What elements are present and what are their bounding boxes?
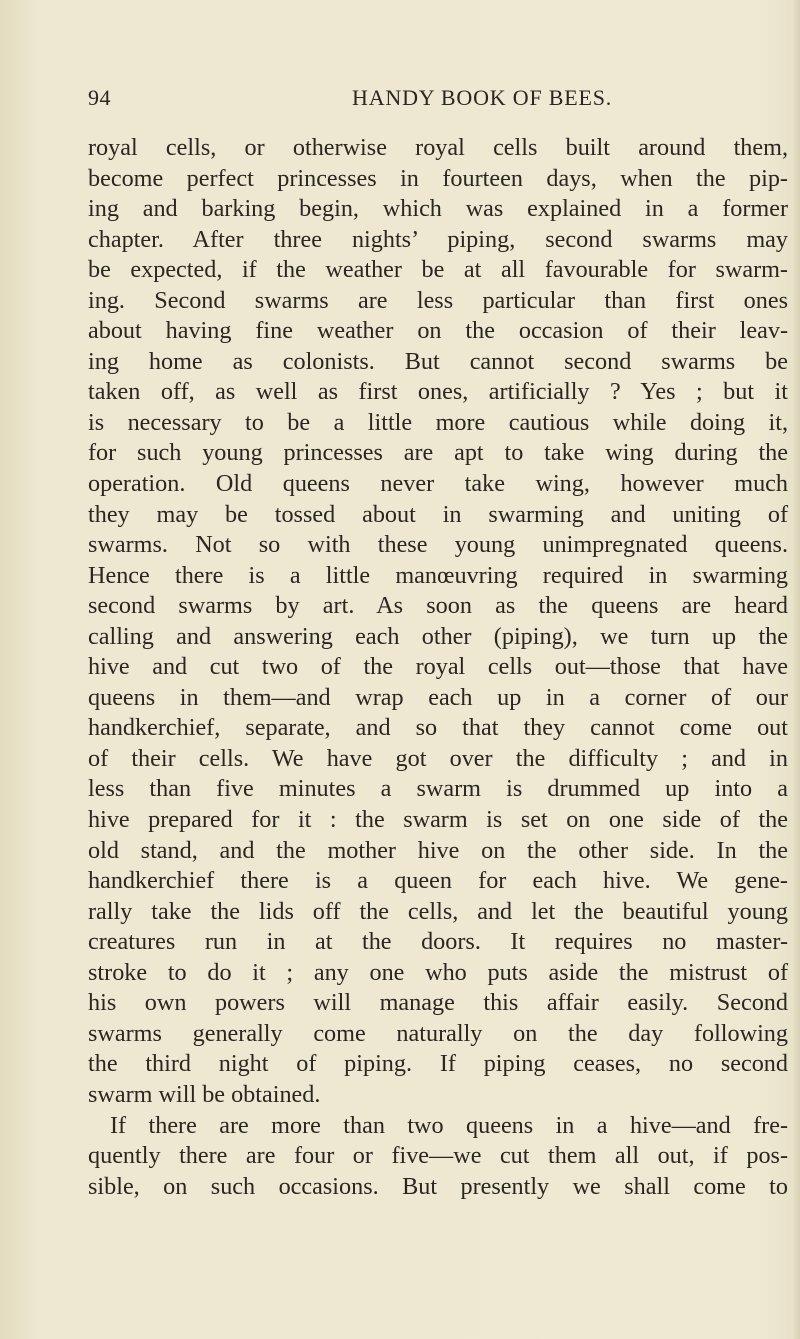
text-line: quently there are four or five—we cut them all out, if pos-	[88, 1142, 788, 1170]
text-line: for such young princesses are apt to take wing during the	[88, 439, 788, 467]
text-line: swarm will be obtained.	[88, 1080, 321, 1108]
text-line: stroke to do it ; any one who puts aside the mistrust of	[88, 958, 788, 986]
text-line: ing home as colonists. But cannot second swarms be	[88, 347, 788, 375]
body-text	[88, 133, 788, 1202]
text-line: sible, on such occasions. But presently we shall come to	[88, 1172, 788, 1200]
text-line: about having fine weather on the occasion of their leav-	[88, 317, 788, 345]
text-line: If there are more than two queens in a hive—and fre-	[110, 1111, 788, 1139]
text-line: old stand, and the mother hive on the other side. In the	[88, 836, 788, 864]
text-line: rally take the lids off the cells, and let the beautiful young	[88, 897, 788, 925]
page-edge	[794, 0, 800, 1339]
text-line: queens in them—and wrap each up in a corner of our	[88, 683, 788, 711]
text-line: handkerchief, separate, and so that they cannot come out	[88, 714, 788, 742]
text-line: is necessary to be a little more cautious while doing it,	[88, 408, 788, 436]
text-line: chapter. After three nights’ piping, second swarms may	[88, 225, 788, 253]
page-header	[88, 85, 708, 115]
text-line: become perfect princesses in fourteen days, when the pip-	[88, 164, 788, 192]
text-line: hive and cut two of the royal cells out—those that have	[88, 653, 788, 681]
page-number: 94	[88, 85, 111, 110]
text-line: of their cells. We have got over the difficulty ; and in	[88, 744, 788, 772]
text-line: be expected, if the weather be at all favourable for swarm-	[88, 256, 788, 284]
text-line: swarms generally come naturally on the day following	[88, 1019, 788, 1047]
text-line: ing and barking begin, which was explained in a former	[88, 195, 788, 223]
text-line: second swarms by art. As soon as the queens are heard	[88, 592, 788, 620]
text-line: calling and answering each other (piping), we turn up the	[88, 622, 788, 650]
text-line: less than five minutes a swarm is drummed up into a	[88, 775, 788, 803]
text-line: ing. Second swarms are less particular than first ones	[88, 286, 788, 314]
text-line: taken off, as well as first ones, artificially ? Yes ; but it	[88, 378, 788, 406]
text-line: handkerchief there is a queen for each hive. We gene-	[88, 867, 788, 895]
text-line: operation. Old queens never take wing, however much	[88, 470, 788, 498]
text-line: swarms. Not so with these young unimpregnated queens.	[88, 531, 788, 559]
text-line: hive prepared for it : the swarm is set on one side of the	[88, 806, 788, 834]
text-line: creatures run in at the doors. It requires no master-	[88, 928, 788, 956]
text-line: Hence there is a little manœuvring required in swarming	[88, 561, 788, 589]
text-line: royal cells, or otherwise royal cells built around them,	[88, 134, 788, 161]
running-title: HANDY BOOK OF BEES.	[352, 85, 613, 110]
text-line: they may be tossed about in swarming and uniting of	[88, 500, 788, 528]
text-line: the third night of piping. If piping ceases, no second	[88, 1050, 788, 1078]
text-line: his own powers will manage this affair easily. Second	[88, 989, 788, 1017]
